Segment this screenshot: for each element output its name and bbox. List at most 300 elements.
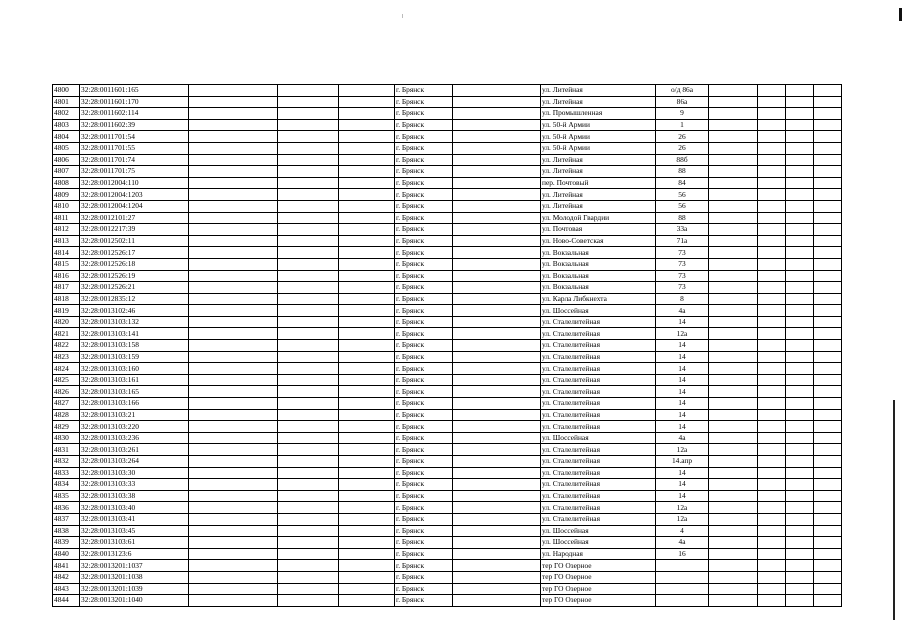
empty-cell: [278, 502, 339, 514]
empty-cell: [758, 386, 786, 398]
empty-cell: [786, 270, 814, 282]
empty-cell: [758, 525, 786, 537]
empty-cell: [758, 363, 786, 375]
table-row: [53, 270, 842, 282]
empty-cell: [814, 432, 842, 444]
empty-cell: [453, 444, 541, 456]
row-number: 4840: [53, 548, 80, 560]
house-number: [656, 571, 709, 583]
empty-cell: [786, 247, 814, 259]
scan-edge-mark: [899, 8, 902, 21]
empty-cell: [278, 108, 339, 120]
empty-cell: [758, 409, 786, 421]
empty-cell: [709, 432, 758, 444]
empty-cell: [758, 490, 786, 502]
empty-cell: [339, 270, 395, 282]
row-number: 4835: [53, 490, 80, 502]
empty-cell: [814, 548, 842, 560]
house-number: 4: [656, 525, 709, 537]
table-row: [53, 200, 842, 212]
table-row: [53, 316, 842, 328]
empty-cell: [189, 537, 278, 549]
street: ул. Вокзальная: [541, 270, 656, 282]
property-registry-table: [52, 84, 842, 607]
row-number: 4816: [53, 270, 80, 282]
street: тер ГО Озерное: [541, 583, 656, 595]
cadastral-number: 32:28:0013103:236: [80, 432, 189, 444]
empty-cell: [814, 444, 842, 456]
empty-cell: [709, 363, 758, 375]
empty-cell: [189, 316, 278, 328]
empty-cell: [339, 560, 395, 572]
empty-cell: [189, 398, 278, 410]
street: ул. Сталелитейная: [541, 374, 656, 386]
table-row: [53, 328, 842, 340]
cadastral-number: 32:28:0012217:39: [80, 224, 189, 236]
empty-cell: [339, 571, 395, 583]
street: ул. Шоссейная: [541, 537, 656, 549]
empty-cell: [709, 479, 758, 491]
street: ул. Шоссейная: [541, 432, 656, 444]
empty-cell: [786, 200, 814, 212]
city: г. Брянск: [395, 316, 453, 328]
city: г. Брянск: [395, 351, 453, 363]
empty-cell: [814, 374, 842, 386]
row-number: 4806: [53, 154, 80, 166]
city: г. Брянск: [395, 108, 453, 120]
house-number: 14: [656, 316, 709, 328]
table-row: [53, 224, 842, 236]
empty-cell: [278, 595, 339, 607]
street: ул. Сталелитейная: [541, 421, 656, 433]
row-number: 4836: [53, 502, 80, 514]
empty-cell: [709, 189, 758, 201]
empty-cell: [339, 502, 395, 514]
cadastral-number: 32:28:0013103:41: [80, 513, 189, 525]
empty-cell: [786, 548, 814, 560]
table-row: [53, 305, 842, 317]
empty-cell: [189, 328, 278, 340]
street: ул. Молодой Гвардии: [541, 212, 656, 224]
table-row: [53, 293, 842, 305]
house-number: 71а: [656, 235, 709, 247]
empty-cell: [339, 374, 395, 386]
empty-cell: [758, 537, 786, 549]
row-number: 4842: [53, 571, 80, 583]
empty-cell: [278, 212, 339, 224]
empty-cell: [814, 513, 842, 525]
house-number: 1: [656, 119, 709, 131]
empty-cell: [453, 595, 541, 607]
empty-cell: [189, 583, 278, 595]
row-number: 4828: [53, 409, 80, 421]
empty-cell: [339, 467, 395, 479]
empty-cell: [278, 258, 339, 270]
empty-cell: [189, 340, 278, 352]
empty-cell: [758, 548, 786, 560]
empty-cell: [814, 363, 842, 375]
row-number: 4803: [53, 119, 80, 131]
cadastral-number: 32:28:0013103:132: [80, 316, 189, 328]
table-row: [53, 444, 842, 456]
empty-cell: [709, 142, 758, 154]
empty-cell: [339, 177, 395, 189]
empty-cell: [814, 340, 842, 352]
row-number: 4837: [53, 513, 80, 525]
empty-cell: [786, 316, 814, 328]
empty-cell: [278, 456, 339, 468]
empty-cell: [814, 525, 842, 537]
empty-cell: [814, 224, 842, 236]
street: ул. Сталелитейная: [541, 456, 656, 468]
empty-cell: [339, 363, 395, 375]
street: ул. Почтовая: [541, 224, 656, 236]
city: г. Брянск: [395, 119, 453, 131]
row-number: 4839: [53, 537, 80, 549]
empty-cell: [278, 444, 339, 456]
empty-cell: [278, 560, 339, 572]
empty-cell: [189, 502, 278, 514]
row-number: 4815: [53, 258, 80, 270]
house-number: 14: [656, 386, 709, 398]
street: ул. Сталелитейная: [541, 363, 656, 375]
empty-cell: [453, 316, 541, 328]
empty-cell: [189, 235, 278, 247]
cadastral-number: 32:28:0012526:17: [80, 247, 189, 259]
table-row: [53, 560, 842, 572]
cadastral-number: 32:28:0013102:46: [80, 305, 189, 317]
table-row: [53, 490, 842, 502]
empty-cell: [453, 513, 541, 525]
empty-cell: [814, 282, 842, 294]
city: г. Брянск: [395, 282, 453, 294]
empty-cell: [453, 479, 541, 491]
street: ул. Вокзальная: [541, 282, 656, 294]
empty-cell: [339, 479, 395, 491]
empty-cell: [758, 96, 786, 108]
cadastral-number: 32:28:0012526:21: [80, 282, 189, 294]
row-number: 4817: [53, 282, 80, 294]
empty-cell: [786, 456, 814, 468]
empty-cell: [758, 154, 786, 166]
cadastral-number: 32:28:0011701:74: [80, 154, 189, 166]
house-number: 14: [656, 398, 709, 410]
empty-cell: [278, 85, 339, 97]
empty-cell: [189, 305, 278, 317]
empty-cell: [339, 247, 395, 259]
street: ул. Литейная: [541, 154, 656, 166]
empty-cell: [786, 421, 814, 433]
cadastral-number: 32:28:0013103:45: [80, 525, 189, 537]
house-number: 73: [656, 282, 709, 294]
empty-cell: [709, 502, 758, 514]
empty-cell: [709, 235, 758, 247]
cadastral-number: 32:28:0013201:1038: [80, 571, 189, 583]
empty-cell: [758, 200, 786, 212]
empty-cell: [758, 479, 786, 491]
city: г. Брянск: [395, 456, 453, 468]
empty-cell: [189, 119, 278, 131]
empty-cell: [278, 409, 339, 421]
table-row: [53, 502, 842, 514]
empty-cell: [758, 595, 786, 607]
cadastral-number: 32:28:0012835:12: [80, 293, 189, 305]
empty-cell: [339, 386, 395, 398]
table-row: [53, 467, 842, 479]
empty-cell: [709, 85, 758, 97]
empty-cell: [189, 421, 278, 433]
empty-cell: [758, 571, 786, 583]
empty-cell: [709, 131, 758, 143]
street: тер ГО Озерное: [541, 560, 656, 572]
street: ул. Карла Либкнехта: [541, 293, 656, 305]
cadastral-number: 32:28:0013103:30: [80, 467, 189, 479]
empty-cell: [339, 421, 395, 433]
table-row: [53, 409, 842, 421]
table-row: [53, 108, 842, 120]
empty-cell: [786, 351, 814, 363]
empty-cell: [758, 398, 786, 410]
row-number: 4834: [53, 479, 80, 491]
city: г. Брянск: [395, 293, 453, 305]
city: г. Брянск: [395, 479, 453, 491]
empty-cell: [709, 571, 758, 583]
empty-cell: [278, 247, 339, 259]
empty-cell: [814, 119, 842, 131]
empty-cell: [709, 258, 758, 270]
house-number: 56: [656, 189, 709, 201]
empty-cell: [814, 108, 842, 120]
row-number: 4826: [53, 386, 80, 398]
house-number: 26: [656, 131, 709, 143]
empty-cell: [278, 490, 339, 502]
city: г. Брянск: [395, 96, 453, 108]
empty-cell: [339, 432, 395, 444]
street: ул. Вокзальная: [541, 258, 656, 270]
cadastral-number: 32:28:0013103:38: [80, 490, 189, 502]
empty-cell: [453, 119, 541, 131]
table-row: [53, 282, 842, 294]
empty-cell: [453, 108, 541, 120]
city: г. Брянск: [395, 595, 453, 607]
empty-cell: [814, 467, 842, 479]
table-row: [53, 235, 842, 247]
house-number: 12а: [656, 513, 709, 525]
empty-cell: [786, 177, 814, 189]
city: г. Брянск: [395, 85, 453, 97]
empty-cell: [453, 363, 541, 375]
scan-right-edge: [893, 400, 895, 620]
empty-cell: [278, 513, 339, 525]
house-number: 86а: [656, 96, 709, 108]
street: тер ГО Озерное: [541, 595, 656, 607]
empty-cell: [278, 96, 339, 108]
street: ул. Литейная: [541, 96, 656, 108]
empty-cell: [758, 189, 786, 201]
empty-cell: [786, 467, 814, 479]
street: ул. Сталелитейная: [541, 513, 656, 525]
street: ул. 50-й Армии: [541, 119, 656, 131]
table-row: [53, 595, 842, 607]
empty-cell: [814, 583, 842, 595]
empty-cell: [758, 142, 786, 154]
empty-cell: [709, 282, 758, 294]
empty-cell: [814, 235, 842, 247]
empty-cell: [786, 409, 814, 421]
empty-cell: [814, 571, 842, 583]
empty-cell: [278, 479, 339, 491]
row-number: 4841: [53, 560, 80, 572]
empty-cell: [189, 131, 278, 143]
cadastral-number: 32:28:0012004:1204: [80, 200, 189, 212]
empty-cell: [278, 548, 339, 560]
house-number: 12а: [656, 444, 709, 456]
table-row: [53, 142, 842, 154]
row-number: 4843: [53, 583, 80, 595]
city: г. Брянск: [395, 571, 453, 583]
empty-cell: [278, 282, 339, 294]
empty-cell: [786, 386, 814, 398]
city: г. Брянск: [395, 432, 453, 444]
street: ул. Промышленная: [541, 108, 656, 120]
row-number: 4813: [53, 235, 80, 247]
empty-cell: [453, 212, 541, 224]
empty-cell: [189, 432, 278, 444]
empty-cell: [758, 131, 786, 143]
empty-cell: [814, 142, 842, 154]
street: тер ГО Озерное: [541, 571, 656, 583]
row-number: 4838: [53, 525, 80, 537]
empty-cell: [339, 537, 395, 549]
table-row: [53, 119, 842, 131]
city: г. Брянск: [395, 525, 453, 537]
empty-cell: [453, 340, 541, 352]
empty-cell: [814, 421, 842, 433]
empty-cell: [278, 235, 339, 247]
city: г. Брянск: [395, 398, 453, 410]
empty-cell: [709, 96, 758, 108]
table-row: [53, 537, 842, 549]
table-row: [53, 421, 842, 433]
row-number: 4823: [53, 351, 80, 363]
empty-cell: [453, 131, 541, 143]
empty-cell: [814, 456, 842, 468]
empty-cell: [786, 108, 814, 120]
row-number: 4807: [53, 166, 80, 178]
empty-cell: [339, 85, 395, 97]
row-number: 4825: [53, 374, 80, 386]
empty-cell: [339, 200, 395, 212]
empty-cell: [758, 316, 786, 328]
cadastral-number: 32:28:0013103:161: [80, 374, 189, 386]
empty-cell: [189, 374, 278, 386]
empty-cell: [786, 131, 814, 143]
row-number: 4802: [53, 108, 80, 120]
house-number: 88: [656, 166, 709, 178]
empty-cell: [758, 166, 786, 178]
empty-cell: [814, 305, 842, 317]
empty-cell: [709, 456, 758, 468]
street: ул. Сталелитейная: [541, 409, 656, 421]
house-number: 16: [656, 548, 709, 560]
empty-cell: [189, 548, 278, 560]
empty-cell: [189, 224, 278, 236]
row-number: 4830: [53, 432, 80, 444]
scan-speck: [402, 14, 403, 18]
empty-cell: [339, 235, 395, 247]
empty-cell: [758, 444, 786, 456]
empty-cell: [786, 235, 814, 247]
empty-cell: [453, 258, 541, 270]
empty-cell: [339, 96, 395, 108]
empty-cell: [709, 351, 758, 363]
city: г. Брянск: [395, 363, 453, 375]
empty-cell: [758, 328, 786, 340]
empty-cell: [814, 177, 842, 189]
empty-cell: [189, 282, 278, 294]
cadastral-number: 32:28:0013103:261: [80, 444, 189, 456]
cadastral-number: 32:28:0013103:220: [80, 421, 189, 433]
empty-cell: [453, 293, 541, 305]
empty-cell: [189, 85, 278, 97]
empty-cell: [453, 548, 541, 560]
table-row: [53, 189, 842, 201]
empty-cell: [786, 490, 814, 502]
cadastral-number: 32:28:0013103:165: [80, 386, 189, 398]
empty-cell: [758, 432, 786, 444]
street: ул. Сталелитейная: [541, 351, 656, 363]
empty-cell: [758, 247, 786, 259]
empty-cell: [278, 189, 339, 201]
empty-cell: [339, 282, 395, 294]
row-number: 4804: [53, 131, 80, 143]
empty-cell: [814, 154, 842, 166]
empty-cell: [339, 166, 395, 178]
house-number: 14: [656, 421, 709, 433]
empty-cell: [453, 270, 541, 282]
empty-cell: [709, 467, 758, 479]
empty-cell: [709, 595, 758, 607]
empty-cell: [758, 270, 786, 282]
row-number: 4819: [53, 305, 80, 317]
empty-cell: [339, 316, 395, 328]
street: ул. Сталелитейная: [541, 340, 656, 352]
table-row: [53, 166, 842, 178]
table-row: [53, 432, 842, 444]
empty-cell: [339, 119, 395, 131]
cadastral-number: 32:28:0013103:40: [80, 502, 189, 514]
row-number: 4812: [53, 224, 80, 236]
empty-cell: [278, 166, 339, 178]
table-row: [53, 548, 842, 560]
empty-cell: [453, 386, 541, 398]
empty-cell: [189, 177, 278, 189]
table-row: [53, 386, 842, 398]
cadastral-number: 32:28:0011601:165: [80, 85, 189, 97]
empty-cell: [453, 409, 541, 421]
street: ул. Сталелитейная: [541, 386, 656, 398]
empty-cell: [453, 467, 541, 479]
empty-cell: [709, 177, 758, 189]
empty-cell: [758, 513, 786, 525]
cadastral-number: 32:28:0013103:141: [80, 328, 189, 340]
empty-cell: [758, 224, 786, 236]
cadastral-number: 32:28:0013103:166: [80, 398, 189, 410]
empty-cell: [786, 513, 814, 525]
empty-cell: [189, 96, 278, 108]
empty-cell: [453, 525, 541, 537]
empty-cell: [758, 85, 786, 97]
